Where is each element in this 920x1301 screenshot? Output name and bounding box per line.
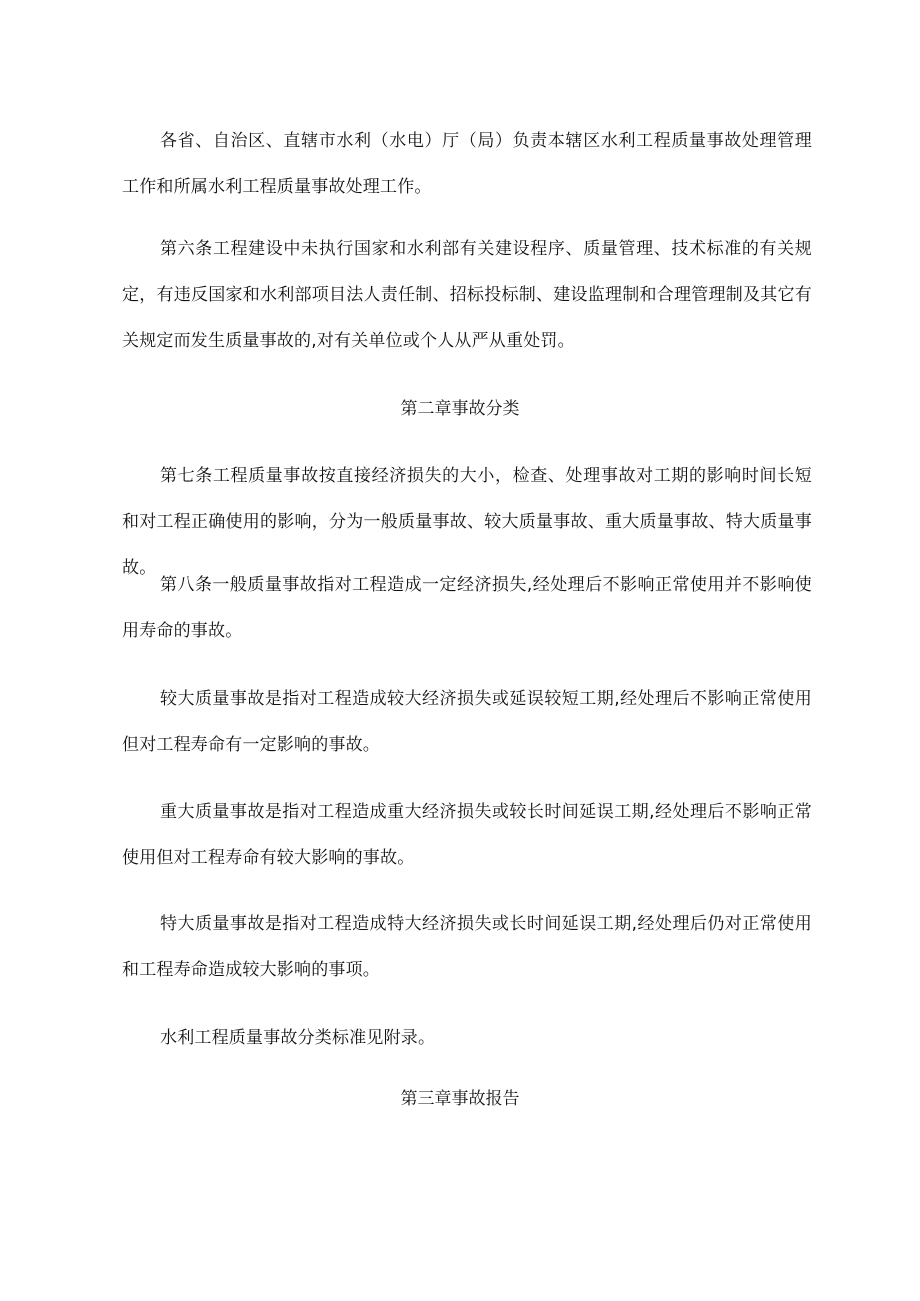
chapter-2-heading: 第二章事故分类 [400,399,520,419]
paragraph-article-6: 第六条工程建设中未执行国家和水利部有关建设程序、质量管理、技术标准的有关规定，有违反国家和水利部项目法人责任制、招标投标制、建设监理制和合理管理制及其它有关规定而发生质量事故的,对有关单位或个人从严从重处罚。 [122,239,812,351]
paragraph-provincial-responsibility: 各省、自治区、直辖市水利（水电）厅（局）负责本辖区水利工程质量事故处理管理工作和所属水利工程质量事故处理工作。 [122,131,812,197]
chapter-3-heading: 第三章事故报告 [400,1089,520,1109]
paragraph-article-8: 第八条一般质量事故指对工程造成一定经济损失,经处理后不影响正常使用并不影响使用寿命的事故。 [122,575,812,641]
paragraph-major-accident: 较大质量事故是指对工程造成较大经济损失或延误较短工期,经处理后不影响正常使用但对工程寿命有一定影响的事故。 [122,689,812,755]
paragraph-classification-appendix: 水利工程质量事故分类标准见附录。 [160,1028,436,1048]
paragraph-article-7: 第七条工程质量事故按直接经济损失的大小，检查、处理事故对工期的影响时间长短和对工程正确使用的影响，分为一般质量事故、较大质量事故、重大质量事故、特大质量事故。 [122,466,812,578]
paragraph-serious-accident: 重大质量事故是指对工程造成重大经济损失或较长时间延误工期,经处理后不影响正常使用但对工程寿命有较大影响的事故。 [122,802,812,868]
paragraph-extra-serious-accident: 特大质量事故是指对工程造成特大经济损失或长时间延误工期,经处理后仍对正常使用和工程寿命造成较大影响的事项。 [122,914,812,980]
